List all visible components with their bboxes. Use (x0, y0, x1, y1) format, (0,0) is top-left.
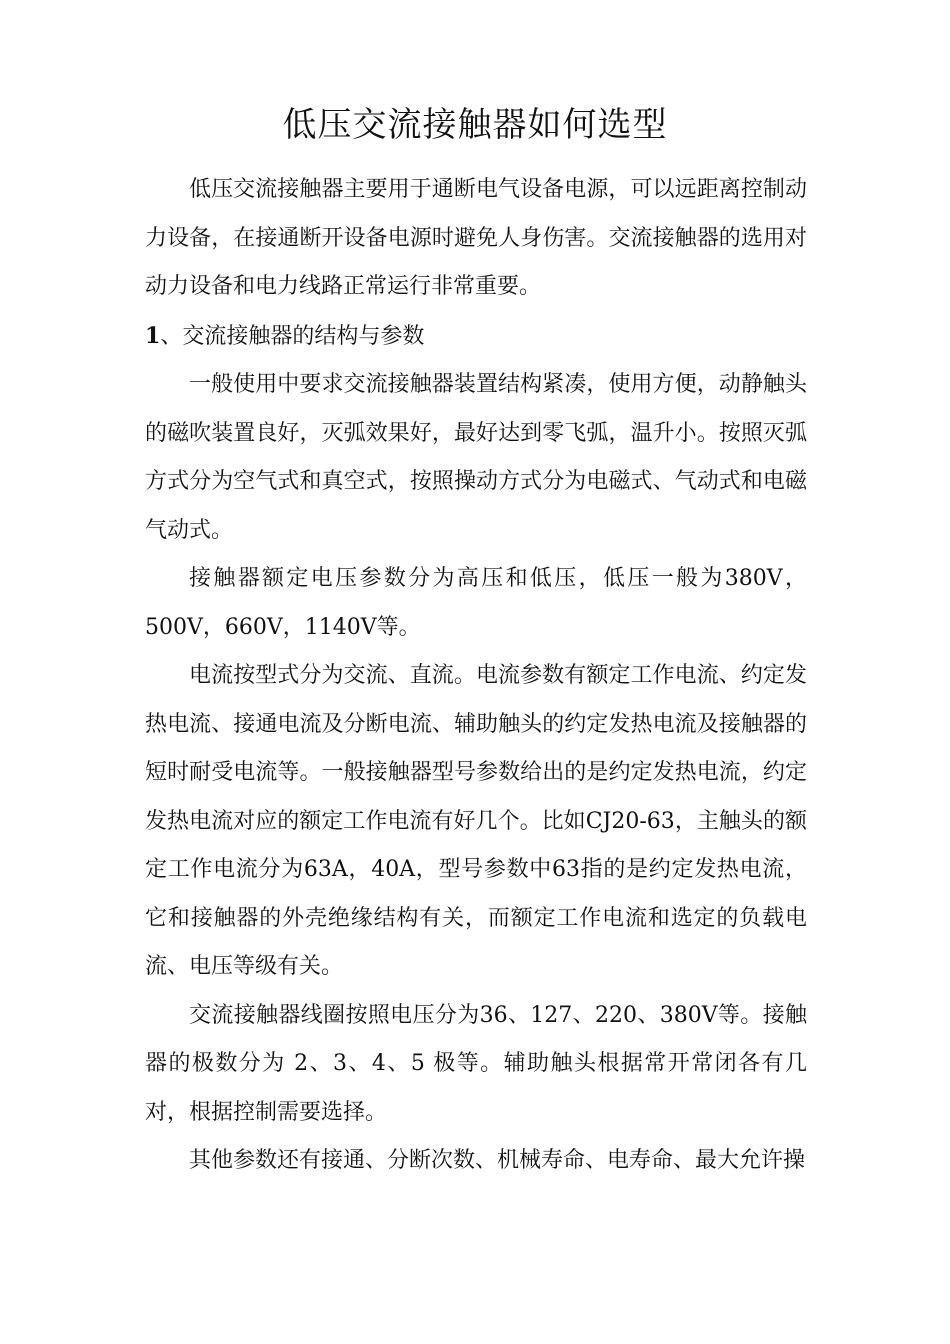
section-heading-text: 、交流接触器的结构与参数 (160, 323, 425, 349)
section-heading (145, 312, 807, 362)
document-body (145, 166, 807, 1186)
structure-paragraph: 一般使用中要求交流接触器装置结构紧凑，使用方便，动静触头的磁吹装置良好，灭弧效果好，最好达到零飞弧，温升小。按照灭弧方式分为空气式和真空式，按照操动方式分为电磁式、气动式和电磁气动式。 (145, 372, 807, 543)
document-title: 低压交流接触器如何选型 (282, 105, 668, 145)
intro-paragraph: 低压交流接触器主要用于通断电气设备电源，可以远距离控制动力设备，在接通断开设备电源时避免人身伤害。交流接触器的选用对动力设备和电力线路正常运行非常重要。 (145, 177, 807, 299)
section-number: 1 (145, 322, 161, 349)
current-paragraph: 电流按型式分为交流、直流。电流参数有额定工作电流、约定发热电流、接通电流及分断电流、辅助触头的约定发热电流及接触器的短时耐受电流等。一般接触器型号参数给出的是约定发热电流，约定发热电流对应的额定工作电流有好几个。比如CJ20-63，主触头的额定工作电流分为63A，40A，型号参数中63指的是约定发热电流，它和接触器的外壳绝缘结构有关，而额定工作电流和选定的负载电流、电压等级有关。 (145, 663, 807, 979)
voltage-paragraph: 接触器额定电压参数分为高压和低压，低压一般为380V，500V，660V，1140V等。 (145, 566, 807, 640)
coil-paragraph: 交流接触器线圈按照电压分为36、127、220、380V等。接触器的极数分为 2、3、4、5 极等。辅助触头根据常开常闭各有几对，根据控制需要选择。 (145, 1002, 807, 1125)
other-parameters-paragraph: 其他参数还有接通、分断次数、机械寿命、电寿命、最大允许操 (189, 1148, 806, 1173)
